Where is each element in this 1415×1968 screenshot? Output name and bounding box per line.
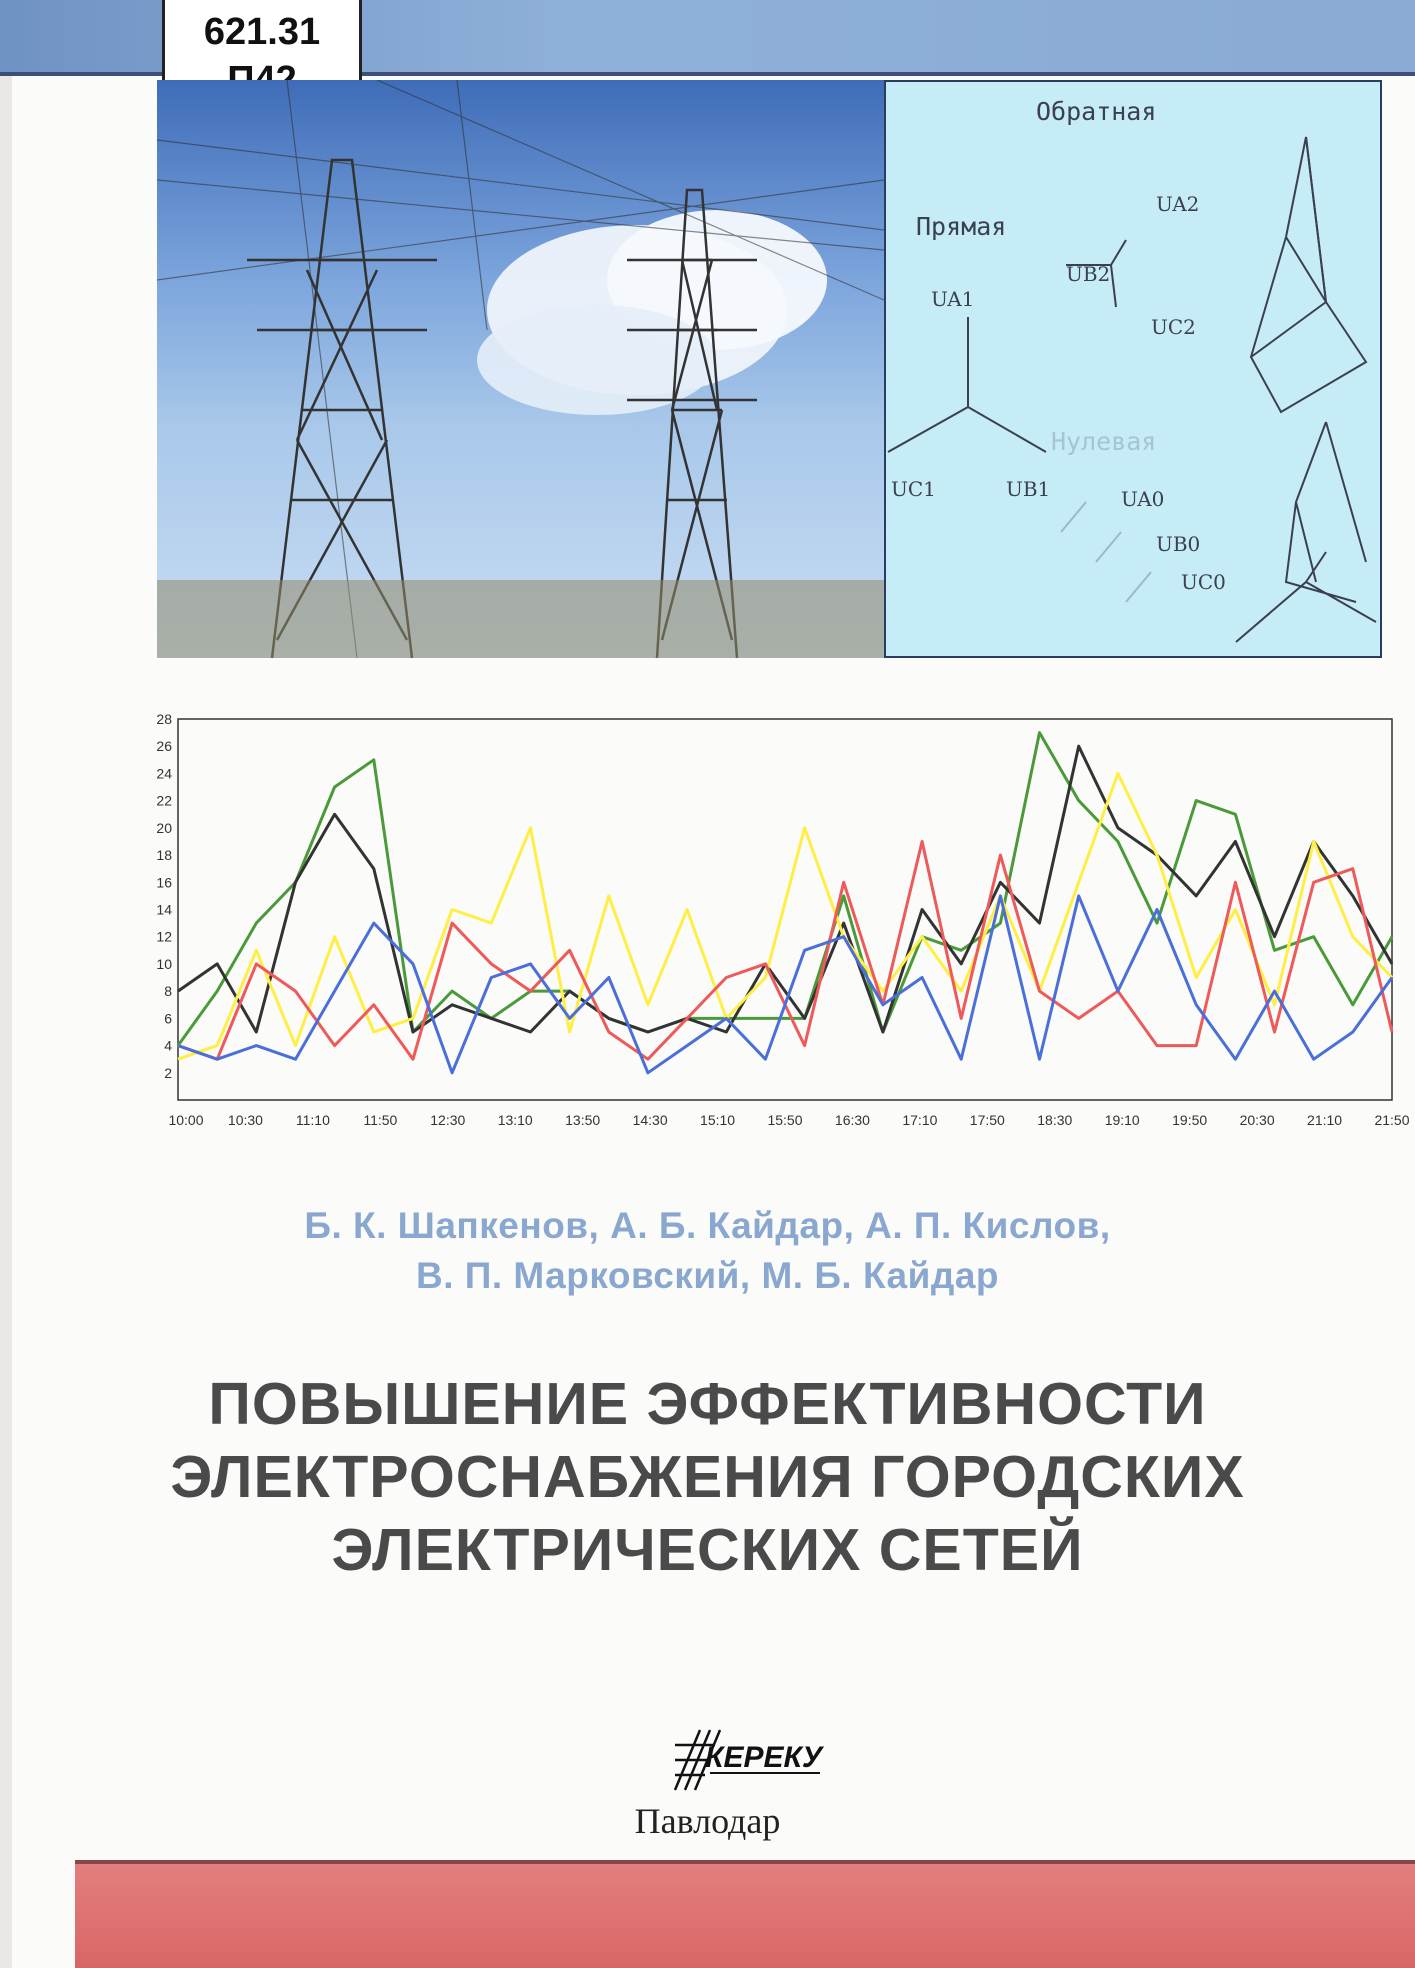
symbol-uc2: UC2 bbox=[1151, 315, 1196, 339]
x-tick-label: 11:10 bbox=[295, 1112, 330, 1128]
publisher-city: Павлодар bbox=[634, 1801, 781, 1841]
authors-line2: В. П. Марковский, М. Б. Кайдар bbox=[415, 1255, 1000, 1296]
power-towers-photo bbox=[157, 80, 884, 658]
series-line-2 bbox=[178, 773, 1392, 1059]
chart-frame bbox=[178, 719, 1392, 1100]
y-tick-label: 8 bbox=[164, 983, 172, 1000]
symbol-uc0: UC0 bbox=[1181, 570, 1226, 594]
y-tick-label: 4 bbox=[164, 1037, 172, 1054]
x-tick-label: 17:10 bbox=[902, 1112, 938, 1128]
x-tick-label: 17:50 bbox=[969, 1112, 1005, 1128]
direct-sequence-label: Прямая bbox=[916, 212, 1007, 241]
zero-sequence-label: Нулевая bbox=[1051, 427, 1157, 456]
x-tick-label: 19:50 bbox=[1172, 1112, 1208, 1128]
y-tick-label: 22 bbox=[156, 792, 172, 809]
x-tick-label: 10:00 bbox=[168, 1112, 204, 1128]
x-tick-label: 15:50 bbox=[767, 1112, 803, 1128]
x-tick-label: 21:50 bbox=[1374, 1112, 1410, 1128]
symbol-ua2: UA2 bbox=[1156, 192, 1200, 216]
x-tick-label: 19:10 bbox=[1104, 1112, 1140, 1128]
power-towers-illustration bbox=[157, 80, 884, 658]
x-tick-label: 14:30 bbox=[632, 1112, 668, 1128]
x-tick-label: 13:50 bbox=[565, 1112, 601, 1128]
y-tick-label: 6 bbox=[164, 1010, 172, 1027]
x-tick-label: 16:30 bbox=[834, 1112, 870, 1128]
symmetrical-components-diagram bbox=[884, 80, 1382, 658]
symbol-ua0: UA0 bbox=[1121, 487, 1165, 511]
reverse-sequence-label: Обратная bbox=[1036, 97, 1157, 126]
publisher-logo bbox=[670, 1725, 830, 1795]
symbol-ub0: UB0 bbox=[1156, 532, 1201, 556]
x-tick-label: 10:30 bbox=[227, 1112, 263, 1128]
phasor-diagram-lines bbox=[886, 82, 1382, 658]
cover-spine-edge bbox=[0, 76, 12, 1968]
x-tick-label: 11:50 bbox=[363, 1112, 398, 1128]
y-tick-label: 24 bbox=[156, 765, 172, 782]
y-tick-label: 2 bbox=[164, 1064, 172, 1081]
x-tick-label: 15:10 bbox=[700, 1112, 736, 1128]
book-title-line2: ЭЛЕКТРОСНАБЖЕНИЯ ГОРОДСКИХ bbox=[170, 1444, 1245, 1510]
symbol-ub1: UB1 bbox=[1006, 477, 1051, 501]
publisher-logo-mark bbox=[670, 1725, 830, 1795]
chart-svg bbox=[140, 705, 1415, 1145]
y-tick-label: 28 bbox=[156, 711, 172, 727]
x-tick-label: 21:10 bbox=[1307, 1112, 1343, 1128]
y-tick-label: 10 bbox=[156, 955, 172, 972]
symbol-uc1: UC1 bbox=[891, 477, 936, 501]
y-tick-label: 16 bbox=[156, 874, 172, 891]
book-title-line3: ЭЛЕКТРИЧЕСКИХ СЕТЕЙ bbox=[331, 1517, 1084, 1583]
y-tick-label: 26 bbox=[156, 738, 172, 755]
bottom-color-band bbox=[75, 1864, 1415, 1968]
publisher-logo-text: КЕРЕКУ bbox=[705, 1741, 823, 1774]
series-line-3 bbox=[178, 842, 1392, 1060]
x-tick-label: 18:30 bbox=[1037, 1112, 1073, 1128]
y-tick-label: 12 bbox=[156, 928, 172, 945]
x-tick-label: 13:10 bbox=[497, 1112, 533, 1128]
x-tick-label: 12:30 bbox=[430, 1112, 466, 1128]
x-tick-label: 20:30 bbox=[1239, 1112, 1275, 1128]
symbol-ua1: UA1 bbox=[931, 287, 975, 311]
call-number-line1: 621.31 bbox=[203, 11, 321, 53]
authors-line1: Б. К. Шапкенов, А. Б. Кайдар, А. П. Кислов, bbox=[304, 1205, 1111, 1246]
y-tick-label: 20 bbox=[156, 819, 172, 836]
y-tick-label: 14 bbox=[156, 901, 172, 918]
y-tick-label: 18 bbox=[156, 847, 172, 864]
time-series-chart bbox=[140, 705, 1415, 1145]
symbol-ub2: UB2 bbox=[1066, 262, 1111, 286]
book-title-line1: ПОВЫШЕНИЕ ЭФФЕКТИВНОСТИ bbox=[208, 1371, 1207, 1437]
